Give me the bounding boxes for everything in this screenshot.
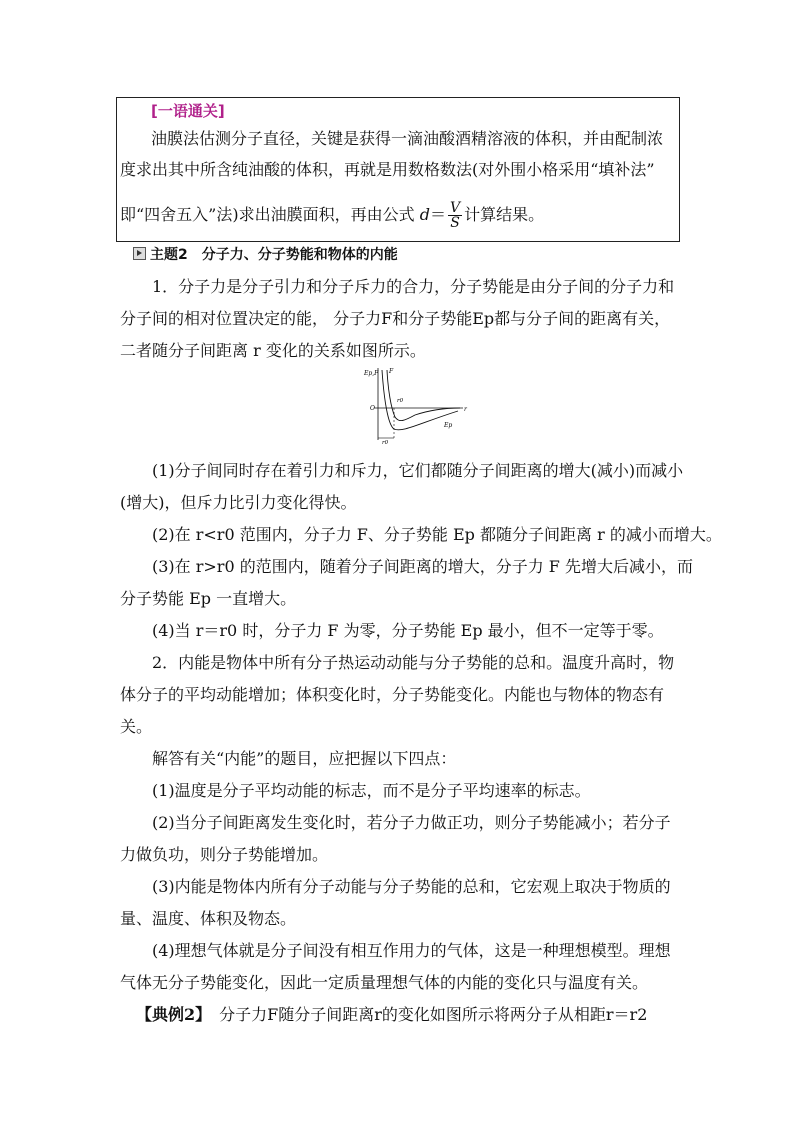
- potential-curve: [382, 370, 458, 430]
- body-line: (增大)，但斥力比引力变化得快。: [120, 493, 357, 512]
- body-line: 力做负功，则分子势能增加。: [120, 845, 329, 864]
- body-line: 分子间的相对位置决定的能， 分子力F和分子势能Ep都与分子间的距离有关，: [120, 309, 671, 328]
- force-curve: [387, 370, 460, 421]
- body-line: (2)在 r<r0 范围内，分子力 F、分子势能 Ep 都随分子间距离 r 的减小而增大。: [152, 525, 722, 544]
- body-line: 分子势能 Ep 一直增大。: [120, 589, 297, 608]
- r-axis-label: r: [464, 406, 467, 413]
- play-icon: [133, 247, 146, 260]
- force-label: F: [389, 368, 394, 375]
- formula-numerator: V: [449, 200, 461, 216]
- body-line: 气体无分子势能变化，因此一定质量理想气体的内能的变化只与温度有关。: [120, 973, 649, 992]
- example-tag: 【典例2】: [136, 1005, 204, 1024]
- formula-fraction: [448, 201, 462, 230]
- body-line: 体分子的平均动能增加；体积变化时，分子势能变化。内能也与物体的物态有: [120, 685, 665, 704]
- body-line: (1)分子间同时存在着引力和斥力，它们都随分子间距离的增大(减小)而减小: [152, 461, 684, 480]
- body-line: 解答有关“内能”的题目，应把握以下四点：: [152, 749, 457, 768]
- molecular-force-figure: [360, 365, 470, 445]
- callout-line-formula: 即“四舍五入”法)求出油膜面积，再由公式 d＝ $\frac{V}{S}$ 计算结果。: [120, 200, 545, 231]
- formula-lhs: d: [419, 205, 430, 224]
- body-line: (2)当分子间距离发生变化时，若分子力做正功，则分子势能减小；若分子: [152, 813, 671, 832]
- body-line: 关。: [120, 717, 153, 736]
- callout-title: [一语通关]: [151, 102, 225, 120]
- example-text: 分子力F随分子间距离r的变化如图所示将两分子从相距r＝r2: [203, 1005, 648, 1024]
- y-axis-label: Ep,F: [364, 370, 379, 377]
- formula-denominator: S: [450, 215, 460, 231]
- body-line: 1．分子力是分子引力和分子斥力的合力，分子势能是由分子间的分子力和: [152, 277, 675, 296]
- body-line: (3)内能是物体内所有分子动能与分子势能的总和，它宏观上取决于物质的: [152, 877, 671, 896]
- example-line: [136, 1005, 647, 1025]
- callout-text: 计算结果。: [464, 205, 545, 224]
- body-line: 二者随分子间距离 r 变化的关系如图所示。: [120, 341, 426, 360]
- r0-top-label: r0: [397, 398, 404, 404]
- body-line: (4)理想气体就是分子间没有相互作用力的气体，这是一种理想模型。理想: [152, 941, 671, 960]
- callout-text: 即“四舍五入”法)求出油膜面积，再由公式: [120, 205, 415, 224]
- topic-label: 主题2 分子力、分子势能和物体的内能: [150, 247, 398, 263]
- body-line: (4)当 r＝r0 时，分子力 F 为零，分子势能 Ep 最小，但不一定等于零。: [152, 621, 664, 640]
- body-line: (3)在 r>r0 的范围内，随着分子间距离的增大，分子力 F 先增大后减小，而: [152, 557, 693, 576]
- r0-bottom-label: r0: [382, 440, 389, 445]
- topic-heading: [133, 244, 398, 264]
- body-line: 2．内能是物体中所有分子热运动动能与分子势能的总和。温度升高时，物: [152, 653, 675, 672]
- callout-line: 油膜法估测分子直径，关键是获得一滴油酸酒精溶液的体积，并由配制浓: [151, 129, 664, 148]
- body-line: (1)温度是分子平均动能的标志，而不是分子平均速率的标志。: [152, 781, 591, 800]
- ep-label: Ep: [444, 422, 453, 429]
- origin-label: O: [370, 405, 375, 412]
- callout-line: 度求出其中所含纯油酸的体积，再就是用数格数法(对外围小格采用“填补法”: [120, 160, 655, 179]
- body-line: 量、温度、体积及物态。: [120, 909, 297, 928]
